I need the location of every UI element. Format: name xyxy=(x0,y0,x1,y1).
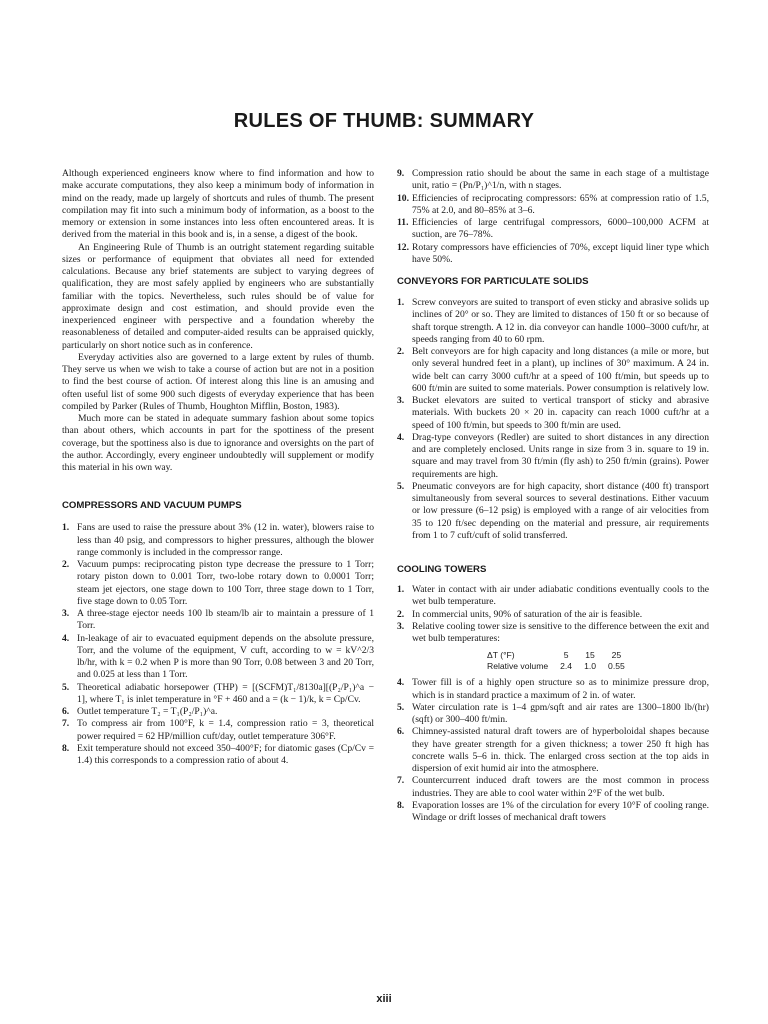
item-text: Chimney-assisted natural draft towers are of hyperboloidal shapes because they have greater strength for a given thickness; a tower 250 ft high has concrete walls 5–6 in. thick. The enlarged cross section at the top aids in dispersion of exit humid air into the atmosphere. xyxy=(412,726,709,774)
list-item xyxy=(62,522,374,559)
item-number: 4. xyxy=(62,632,70,644)
table-row-label: ΔT (°F) xyxy=(487,650,515,661)
item-text: Water in contact with air under adiabatic conditions eventually cools to the wet bulb temperature. xyxy=(412,584,709,608)
list-item xyxy=(62,743,374,768)
intro-paragraph: Although experienced engineers know where to find information and how to make accurate computations, they also keep a minimum body of information in mind on the ready, made up largely of shortcuts and rules of thumb. The present compilation may fit into such a minimum body of information, as a boost to the memory or extension in some instances into less often encountered areas. It is derived from the material in this book and is, in a sense, a digest of the book. xyxy=(62,168,374,241)
item-text: Belt conveyors are for high capacity and long distances (a mile or more, but only several hundred feet in a plant), up inclines of 30° maximum. A 24 in. wide belt can carry 3000 cuft/hr at a speed of 100 ft/min, but speeds up to 600 ft/min are suited to some materials. Power consumption is relatively low. xyxy=(412,346,709,394)
table-cell: 5 xyxy=(563,650,569,661)
item-number: 3. xyxy=(397,620,405,632)
item-number: 6. xyxy=(62,706,70,717)
item-text: Bucket elevators are suited to vertical transport of sticky and abrasive materials. With buckets 20 × 20 in. capacity can reach 1000 cuft/hr at a speed of 100 ft/min, but speeds to 300 ft/min are used. xyxy=(412,395,709,431)
list-item xyxy=(397,346,709,395)
list-item xyxy=(397,168,709,193)
item-number: 5. xyxy=(397,701,405,713)
intro-paragraph: Everyday activities also are governed to a large extent by rules of thumb. They serve us when we wish to take a course of action but are not in a position to find the best course of action. Of interest along this line is an amusing and often useful list of some 900 such digests of everyday experience that has been compiled by Parker (Rules of Thumb, Houghton Mifflin, Boston, 1983). xyxy=(62,351,374,412)
list-item xyxy=(397,481,709,542)
intro-paragraph: Much more can be stated in adequate summary fashion about some topics than about others, which accounts in part for the spottiness of the present coverage, but the spottiness also is due to ignorance and oversights on the part of the author. Accordingly, every engineer undoubtedly will supplement or modify this material in his own way. xyxy=(62,413,374,473)
item-number: 5. xyxy=(397,480,405,492)
table-row xyxy=(487,650,631,661)
item-text: Efficiencies of large centrifugal compressors, 6000–100,000 ACFM at suction, are 76–78%. xyxy=(412,217,709,241)
item-number: 9. xyxy=(397,168,405,179)
item-number: 3. xyxy=(62,608,70,619)
item-number: 4. xyxy=(397,677,405,689)
item-text: Theoretical adiabatic horsepower (THP) = [(SCFM)T₁/8130a][(P₂/P₁)^a − 1], where T₁ is inlet temperature in °F + 460 and a = (k − 1)/k, k = Cp/Cv. xyxy=(77,681,374,705)
compressors-list-continued xyxy=(397,168,709,266)
list-item xyxy=(397,800,709,825)
item-text: Drag-type conveyors (Redler) are suited to short distances in any direction and are completely enclosed. Units range in size from 3 in. square to 19 in. square and may travel from 30 ft/min (fly ash) to 250 ft/min (grains). Power requirements are high. xyxy=(412,431,709,480)
list-item xyxy=(397,775,709,800)
cooling-list xyxy=(397,584,709,645)
list-item xyxy=(397,726,709,775)
table-cell: 0.55 xyxy=(608,661,625,672)
cooling-list-continued xyxy=(397,677,709,824)
item-number: 3. xyxy=(397,395,405,406)
item-text: Fans are used to raise the pressure about 3% (12 in. water), blowers raise to less than 40 psig, and compressors to higher pressures, although the blower range commonly is included in the compressor range. xyxy=(77,522,374,558)
list-item xyxy=(62,718,374,743)
list-item xyxy=(397,193,709,218)
list-item xyxy=(397,297,709,346)
item-text: Relative cooling tower size is sensitive to the difference between the exit and wet bulb temperatures: xyxy=(412,620,709,644)
item-text: To compress air from 100°F, k = 1.4, compression ratio = 3, theoretical power required = 62 HP/million cuft/day, outlet temperature 306°F. xyxy=(77,718,374,742)
list-item xyxy=(62,682,374,707)
item-text: Vacuum pumps: reciprocating piston type decrease the pressure to 1 Torr; rotary piston down to 0.001 Torr, two-lobe rotary down to 0.0001 Torr; steam jet ejectors, one stage down to 100 Torr, three stage down to 1 Torr, five stage down to 0.05 Torr. xyxy=(77,559,374,607)
item-number: 10. xyxy=(397,192,409,204)
page-number: xiii xyxy=(376,993,392,1005)
list-item xyxy=(62,608,374,633)
item-text: Rotary compressors have efficiencies of 70%, except liquid liner type which have 50%. xyxy=(412,241,709,265)
item-number: 4. xyxy=(397,431,405,443)
item-number: 1. xyxy=(397,584,405,595)
compressors-list xyxy=(62,522,374,767)
list-item xyxy=(397,395,709,432)
page-title: RULES OF THUMB: SUMMARY xyxy=(233,110,535,132)
table-cell: 15 xyxy=(585,650,595,661)
item-text: Pneumatic conveyors are for high capacity, short distance (400 ft) transport simultaneously from several sources to several destinations. Either vacuum or low pressure (6–12 psig) is employed with a range of air velocities from 35 to 120 ft/sec depending on the material and pressure, air requirements from 1 to 7 cuft/cuft of solid transferred. xyxy=(412,480,709,541)
item-number: 7. xyxy=(62,718,70,730)
item-text: In commercial units, 90% of saturation of the air is feasible. xyxy=(412,608,643,620)
table-row xyxy=(487,661,631,672)
item-number: 2. xyxy=(62,559,70,570)
list-item xyxy=(397,242,709,267)
right-column xyxy=(397,168,709,824)
item-text: A three-stage ejector needs 100 lb steam/lb air to maintain a pressure of 1 Torr. xyxy=(77,608,374,632)
table-row-label: Relative volume xyxy=(487,661,549,672)
list-item xyxy=(397,621,709,646)
table-cell: 1.0 xyxy=(584,661,597,672)
item-text: Compression ratio should be about the same in each stage of a multistage unit, ratio = (Pn/P₁)^1/n, with n stages. xyxy=(412,168,709,192)
item-number: 1. xyxy=(397,297,405,308)
item-number: 2. xyxy=(397,346,405,357)
list-item xyxy=(397,609,709,621)
section-heading-cooling-towers: COOLING TOWERS xyxy=(397,564,487,575)
intro-paragraph: An Engineering Rule of Thumb is an outright statement regarding suitable sizes or performance of equipment that obviates all need for extended calculations. Because any brief statements are subject to varying degrees of qualification, they are most safely applied by engineers who are substantially familiar with the topics. Nevertheless, such rules should be of value for approximate design and cost estimation, and should provide even the inexperienced engineer with perspective and a foundation whereby the reasonableness of detailed and computer-aided results can be appraised quickly, particularly on short notice such as in conference. xyxy=(62,241,374,351)
table-cell: 25 xyxy=(611,650,622,661)
list-item xyxy=(397,702,709,727)
item-number: 1. xyxy=(62,522,70,534)
section-heading-conveyors: CONVEYORS FOR PARTICULATE SOLIDS xyxy=(397,276,589,287)
item-text: Countercurrent induced draft towers are the most common in process industries. They are able to cool water within 2°F of the wet bulb. xyxy=(412,775,709,799)
section-heading-compressors: COMPRESSORS AND VACUUM PUMPS xyxy=(62,500,242,512)
item-number: 6. xyxy=(397,726,405,738)
item-number: 2. xyxy=(397,608,405,620)
list-item xyxy=(397,217,709,242)
list-item xyxy=(397,677,709,702)
cooling-tower-size-table xyxy=(487,650,631,672)
item-text: Outlet temperature T₂ = T₁(P₂/P₁)^a. xyxy=(77,706,218,717)
item-text: Evaporation losses are 1% of the circulation for every 10°F of cooling range. Windage or drift losses of mechanical draft towers xyxy=(412,799,709,823)
list-item xyxy=(397,584,709,609)
item-number: 8. xyxy=(62,742,70,754)
conveyors-list xyxy=(397,297,709,542)
item-number: 11. xyxy=(397,217,409,228)
list-item xyxy=(62,559,374,608)
item-text: Tower fill is of a highly open structure so as to minimize pressure drop, which is in standard practice a maximum of 2 in. of water. xyxy=(412,677,709,701)
list-item xyxy=(62,706,374,718)
item-text: Efficiencies of reciprocating compressors: 65% at compression ratio of 1.5, 75% at 2.0, and 80–85% at 3–6. xyxy=(412,192,709,216)
item-number: 8. xyxy=(397,799,405,811)
item-text: Water circulation rate is 1–4 gpm/sqft and air rates are 1300–1800 lb/(hr)(sqft) or 300–400 ft/min. xyxy=(412,701,709,725)
left-column xyxy=(62,168,374,767)
table-cell: 2.4 xyxy=(560,661,573,672)
list-item xyxy=(62,633,374,682)
item-number: 12. xyxy=(397,241,409,253)
item-text: Exit temperature should not exceed 350–400°F; for diatomic gases (Cp/Cv = 1.4) this corresponds to a compression ratio of about 4. xyxy=(77,742,374,766)
list-item xyxy=(397,432,709,481)
item-number: 7. xyxy=(397,775,405,787)
item-text: Screw conveyors are suited to transport of even sticky and abrasive solids up inclines of 20° or so. They are limited to distances of 150 ft or so because of shaft torque strength. A 12 in. dia conveyor can handle 1000–3000 cuft/hr, at speeds ranging from 40 to 60 rpm. xyxy=(412,297,709,345)
item-text: In-leakage of air to evacuated equipment depends on the absolute pressure, Torr, and the volume of the equipment, V cuft, according to w = kV^2/3 lb/hr, with k = 0.2 when P is more than 90 Torr, 0.08 between 3 and 20 Torr, and 0.025 at less than 1 Torr. xyxy=(77,632,374,681)
item-number: 5. xyxy=(62,681,70,693)
